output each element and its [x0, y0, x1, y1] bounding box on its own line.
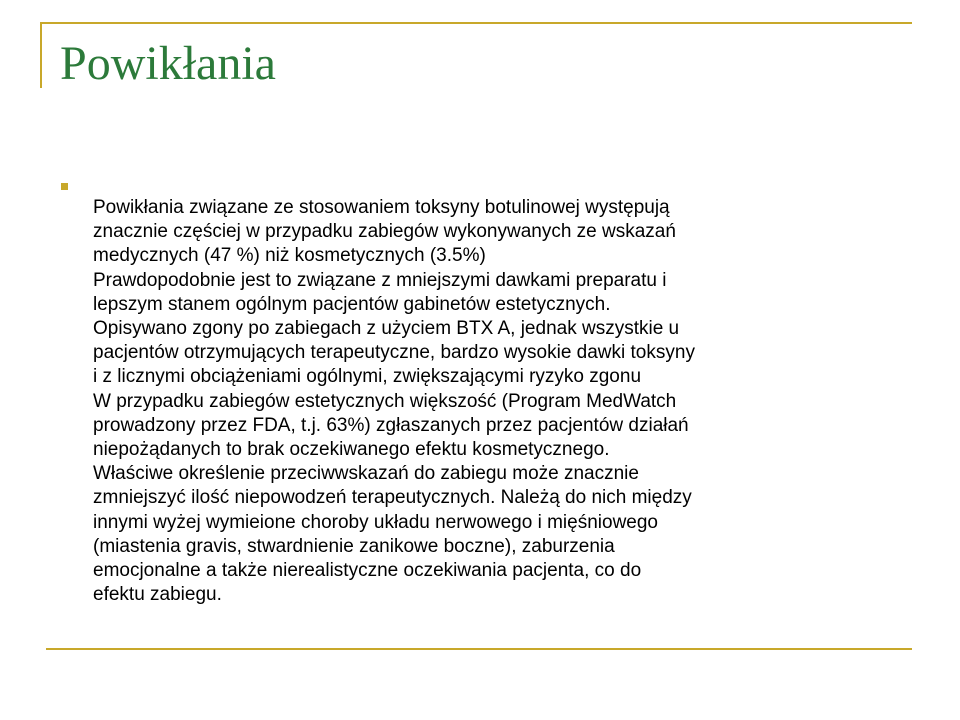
slide-title: Powikłania [60, 37, 276, 90]
body-line: emocjonalne a także nierealistyczne oczekiwania pacjenta, co do [93, 560, 642, 582]
body-line: Powikłania związane ze stosowaniem toksyny botulinowej występują [93, 197, 670, 218]
body-line: zmniejszyć ilość niepowodzeń terapeutycznych. Należą do nich między [93, 487, 692, 509]
frame-left-rule [40, 22, 42, 88]
body-line: niepożądanych to brak oczekiwanego efektu kosmetycznego. [93, 439, 610, 461]
body-text [93, 196, 913, 607]
frame-bottom-rule [46, 648, 912, 650]
body-line: i z licznymi obciążeniami ogólnymi, zwiększającymi ryzyko zgonu [93, 366, 642, 388]
bullet-square-icon [61, 183, 68, 190]
body-line: innymi wyżej wymieione choroby układu nerwowego i mięśniowego [93, 511, 658, 533]
body-line: medycznych (47 %) niż kosmetycznych (3.5%) [93, 245, 486, 267]
body-line: prowadzony przez FDA, t.j. 63%) zgłaszanych przez pacjentów działań [93, 414, 689, 436]
body-line: efektu zabiegu. [93, 584, 222, 606]
body-line: (miastenia gravis, stwardnienie zanikowe boczne), zaburzenia [93, 535, 615, 557]
body-line: znacznie częściej w przypadku zabiegów wykonywanych ze wskazań [93, 221, 676, 243]
body-line: pacjentów otrzymujących terapeutyczne, bardzo wysokie dawki toksyny [93, 342, 695, 364]
body-line: lepszym stanem ogólnym pacjentów gabinetów estetycznych. [93, 293, 611, 315]
body-line: Prawdopodobnie jest to związane z mniejszymi dawkami preparatu i [93, 269, 667, 291]
body-line: W przypadku zabiegów estetycznych większość (Program MedWatch [93, 390, 677, 412]
body-line: Właściwe określenie przeciwwskazań do zabiegu może znacznie [93, 463, 639, 485]
body-line: Opisywano zgony po zabiegach z użyciem BTX A, jednak wszystkie u [93, 318, 680, 340]
frame-top-rule [40, 22, 912, 24]
